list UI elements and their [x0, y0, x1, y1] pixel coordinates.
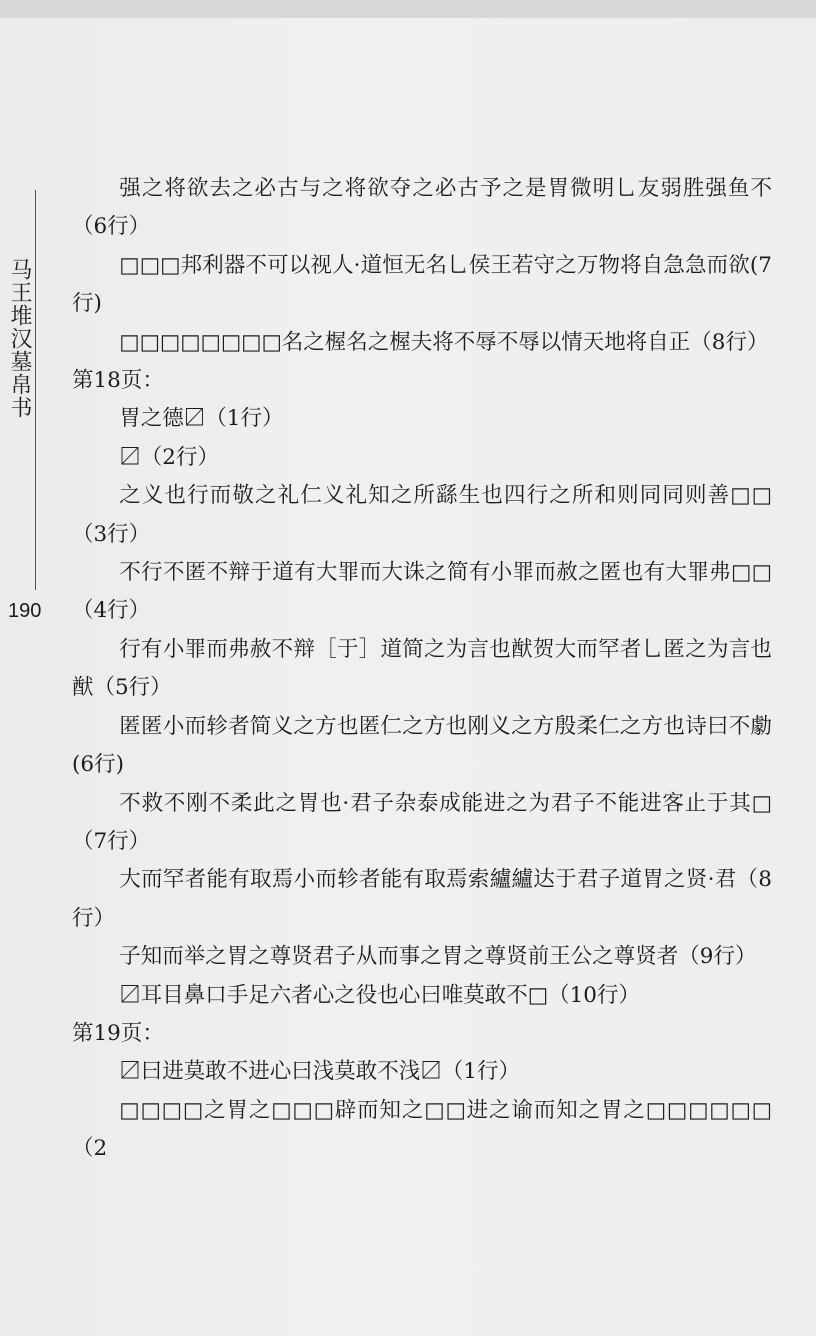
- text-line: 〼曰进莫敢不进心曰浅莫敢不浅〼（1行）: [119, 1059, 520, 1085]
- text-line: 子知而举之胃之尊贤君子从而事之胃之尊贤前王公之尊贤者（9行）: [119, 944, 757, 970]
- text-line: 〼耳目鼻口手足六者心之役也心曰唯莫敢不□（10行）: [119, 982, 640, 1008]
- margin-rule: [35, 190, 36, 590]
- text-line: 匿匿小而轸者简义之方也匿仁之方也刚义之方殷柔仁之方也诗曰不勮(6行): [72, 713, 772, 778]
- text-line: 〼（2行）: [119, 444, 219, 470]
- text-line: 大而罕者能有取焉小而轸者能有取焉索纑纑达于君子道胃之贤·君（8行）: [72, 867, 772, 931]
- page-label: 第18页：: [72, 368, 164, 394]
- text-line: □□□□之胃之□□□辟而知之□□进之谕而知之胃之□□□□□□（2: [72, 1097, 772, 1162]
- transcription-text: [72, 170, 772, 1169]
- scan-edge: [0, 0, 816, 18]
- running-head: 马王堆汉墓帛书: [7, 258, 32, 419]
- text-line: 行有小罪而弗赦不辩［于］道简之为言也猷贺大而罕者乚匿之为言也猷（5行）: [72, 636, 772, 701]
- page-number: 190: [8, 600, 42, 622]
- text-line: 不行不匿不辩于道有大罪而大诛之简有小罪而赦之匿也有大罪弗□□（4行）: [72, 560, 772, 624]
- text-line: □□□邦利器不可以视人·道恒无名乚侯王若守之万物将自急急而欲(7行): [72, 252, 772, 317]
- text-line: □□□□□□□□名之楃名之楃夫将不辱不辱以情天地将自正（8行）: [119, 329, 769, 355]
- text-line: 胃之德〼（1行）: [119, 406, 284, 432]
- page-label: 第19页：: [72, 1020, 164, 1046]
- text-line: 之义也行而敬之礼仁义礼知之所繇生也四行之所和则同同则善□□（3行）: [72, 483, 772, 547]
- text-line: 不救不刚不柔此之胃也·君子杂泰成能进之为君子不能进客止于其□（7行）: [72, 790, 772, 854]
- text-line: 强之将欲去之必古与之将欲夺之必古予之是胃微明乚友弱胜强鱼不（6行）: [72, 176, 772, 240]
